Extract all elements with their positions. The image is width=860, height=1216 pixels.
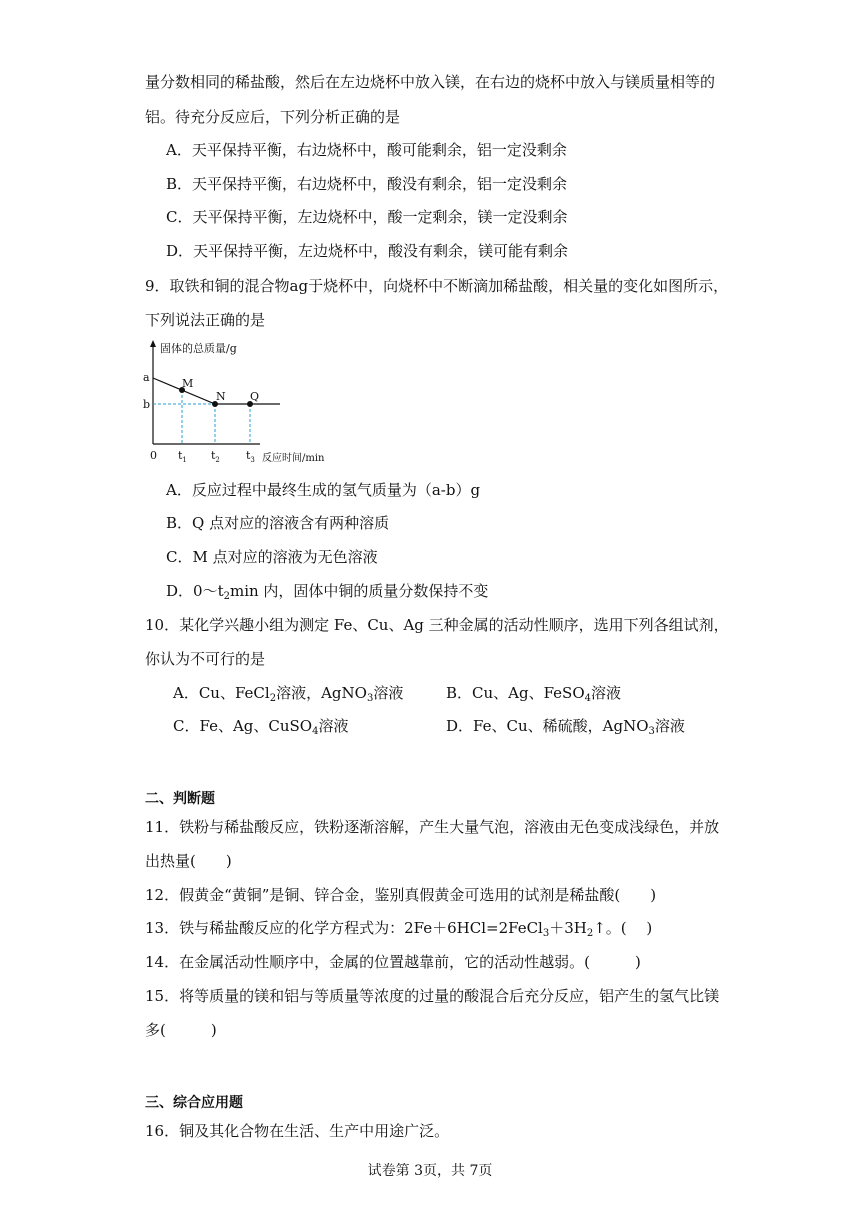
q9-option-b: B．Q 点对应的溶液含有两种溶质 — [166, 514, 390, 532]
label-t3: $t_3$ — [246, 449, 255, 464]
y-axis-label: 固体的总质量/g — [160, 342, 237, 355]
q15-line1: 15．将等质量的镁和铝与等质量等浓度的过量的酸混合后充分反应，铝产生的氢气比镁 — [145, 987, 720, 1005]
label-m: M — [182, 377, 194, 390]
label-origin: 0 — [150, 449, 157, 462]
section-heading-application: 三、综合应用题 — [145, 1095, 243, 1111]
q10-option-b: B．Cu、Ag、FeSO$_4$溶液 — [446, 684, 622, 704]
y-axis-arrow-icon — [150, 340, 156, 347]
q10-option-d: D．Fe、Cu、稀硫酸，AgNO$_3$溶液 — [446, 717, 685, 737]
q11-line1: 11．铁粉与稀盐酸反应，铁粉逐渐溶解，产生大量气泡，溶液由无色变成浅绿色，并放 — [145, 818, 720, 836]
q8-option-b: B．天平保持平衡，右边烧杯中，酸没有剩余，铝一定没剩余 — [166, 175, 568, 193]
q16: 16．铜及其化合物在生活、生产中用途广泛。 — [145, 1122, 450, 1140]
x-axis-label: 反应时间/min — [262, 453, 325, 464]
q9-stem-line2: 下列说法正确的是 — [145, 311, 266, 329]
label-t1: $t_1$ — [178, 449, 187, 464]
q12: 12．假黄金“黄铜”是铜、锌合金，鉴别真假黄金可选用的试剂是稀盐酸( ) — [145, 886, 657, 904]
label-n: N — [216, 390, 226, 403]
q14: 14．在金属活动性顺序中，金属的位置越靠前，它的活动性越弱。( ) — [145, 953, 641, 971]
q10-stem-line2: 你认为不可行的是 — [145, 650, 266, 668]
q9-stem-line1: 9．取铁和铜的混合物ag于烧杯中，向烧杯中不断滴加稀盐酸，相关量的变化如图所示， — [145, 277, 729, 295]
q8-stem-line2: 铝。待充分反应后，下列分析正确的是 — [145, 108, 401, 126]
label-t2: $t_2$ — [211, 449, 220, 464]
q8-stem-line1: 量分数相同的稀盐酸，然后在左边烧杯中放入镁，在右边的烧杯中放入与镁质量相等的 — [145, 73, 716, 91]
q8-option-c: C．天平保持平衡，左边烧杯中，酸一定剩余，镁一定没剩余 — [166, 208, 568, 226]
q10-option-c: C．Fe、Ag、CuSO$_4$溶液 — [173, 717, 349, 737]
q15-line2: 多( ) — [145, 1021, 217, 1039]
page-footer: 试卷第 3页，共 7页 — [367, 1163, 493, 1179]
q8-option-a: A．天平保持平衡，右边烧杯中，酸可能剩余，铝一定没剩余 — [166, 141, 567, 159]
q9-option-d: D．$0\sim t_2\min$ 内，固体中铜的质量分数保持不变 — [166, 582, 489, 602]
q10-stem-line1: 10．某化学兴趣小组为测定 Fe、Cu、Ag 三种金属的活动性顺序，选用下列各组试剂， — [145, 616, 729, 634]
q11-line2: 出热量( ) — [145, 852, 232, 870]
q9-graph — [140, 338, 340, 468]
label-q: Q — [250, 390, 260, 403]
q13: 13．铁与稀盐酸反应的化学方程式为：$2Fe+6HCl=2FeCl_3+3H_2↑$。( ) — [145, 919, 653, 939]
label-a: a — [143, 371, 150, 384]
q8-option-d: D．天平保持平衡，左边烧杯中，酸没有剩余，镁可能有剩余 — [166, 242, 569, 260]
label-b: b — [143, 398, 151, 411]
q10-option-a: A．Cu、FeCl$_2$溶液，AgNO$_3$溶液 — [173, 684, 404, 704]
q9-option-c: C．M 点对应的溶液为无色溶液 — [166, 548, 378, 566]
q9-option-a: A．反应过程中最终生成的氢气质量为（a-b）g — [166, 481, 481, 499]
section-heading-judgement: 二、判断题 — [145, 791, 215, 807]
